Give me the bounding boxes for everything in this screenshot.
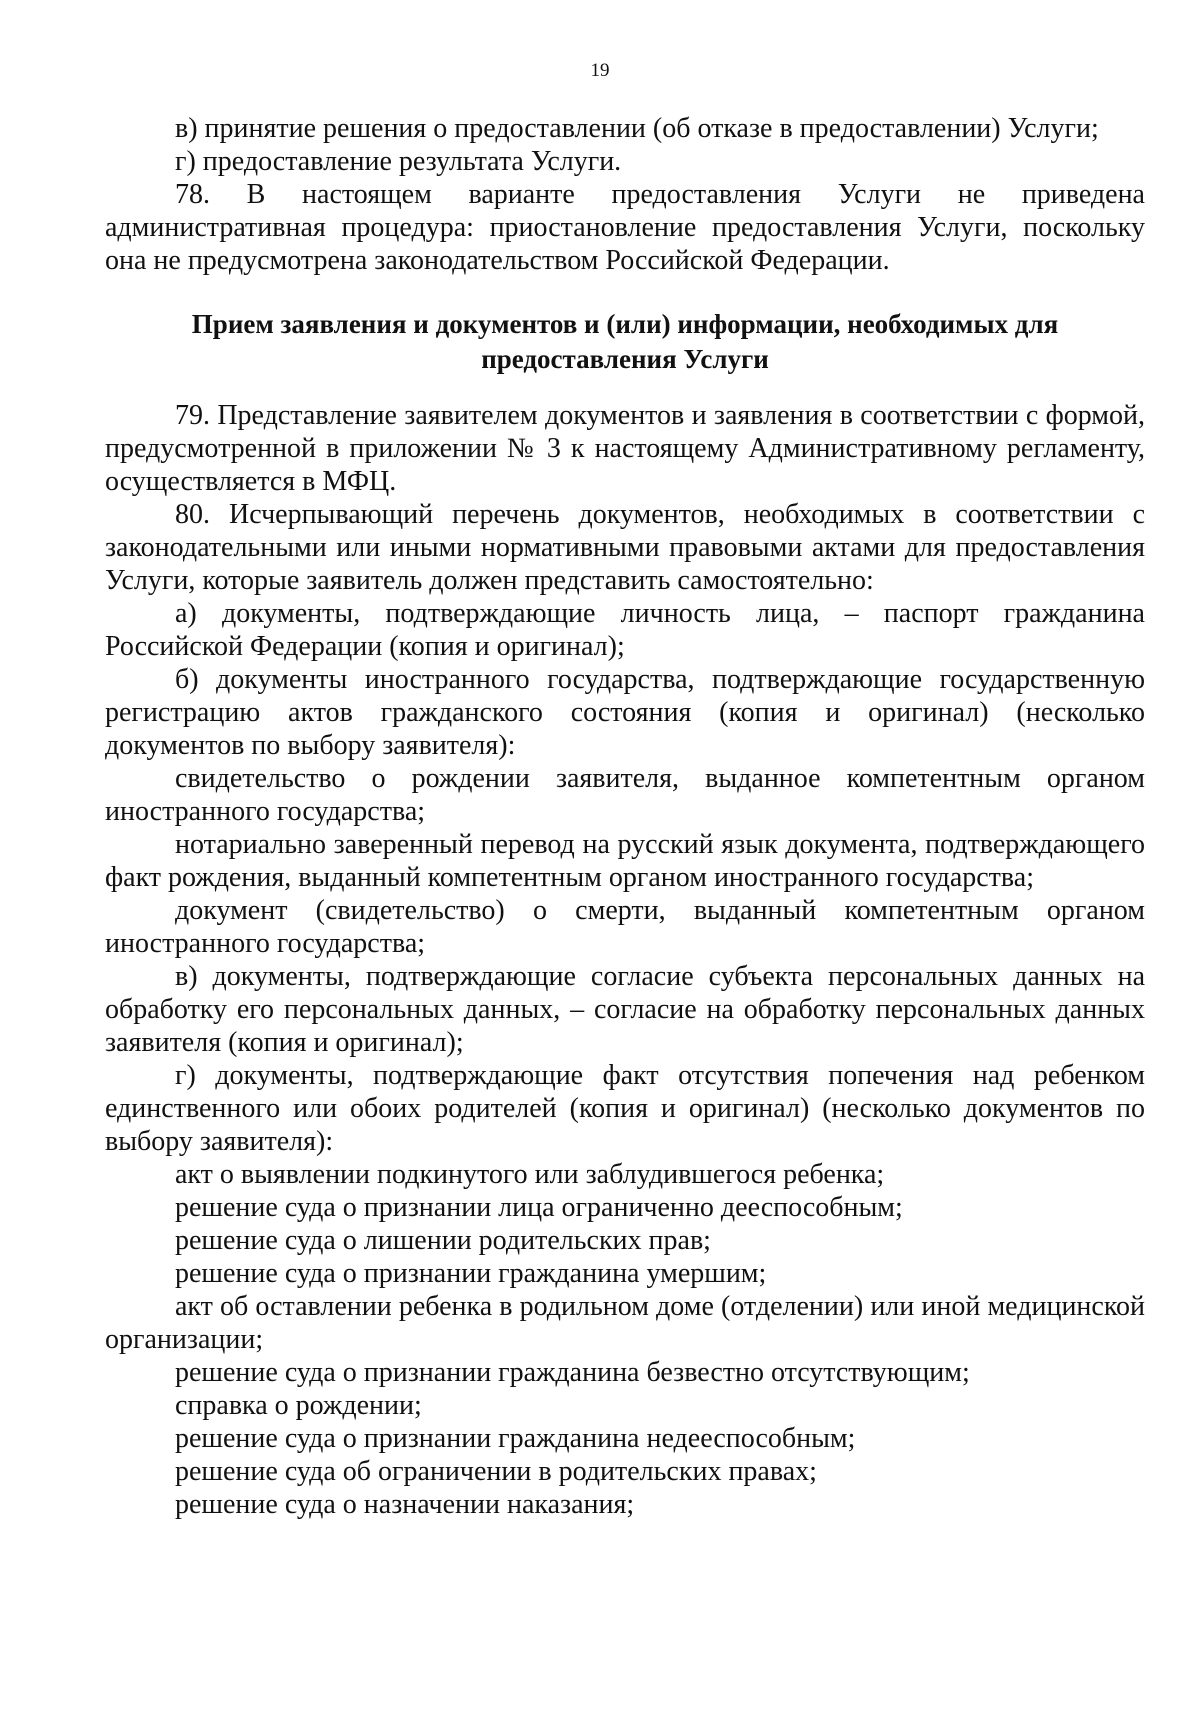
document-body [105, 112, 1145, 1521]
list-item: свидетельство о рождении заявителя, выданное компетентным органом иностранного государства; [105, 763, 1145, 827]
list-item: решение суда о признании лица ограниченно дееспособным; [175, 1192, 903, 1223]
list-item: нотариально заверенный перевод на русский язык документа, подтверждающего факт рождения, выданный компетентным органом иностранного государства; [105, 829, 1145, 893]
list-item: акт о выявлении подкинутого или заблудившегося ребенка; [175, 1159, 885, 1190]
paragraph-80-v: в) документы, подтверждающие согласие субъекта персональных данных на обработку его персональных данных, – согласие на обработку персональных данных заявителя (копия и оригинал); [105, 961, 1145, 1058]
list-item: справка о рождении; [175, 1390, 422, 1421]
paragraph-79: 79. Представление заявителем документов и заявления в соответствии с формой, предусмотренной в приложении № 3 к настоящему Административному регламенту, осуществляется в МФЦ. [105, 400, 1145, 497]
paragraph-top-1: в) принятие решения о предоставлении (об отказе в предоставлении) Услуги; [175, 113, 1099, 144]
paragraph-78: 78. В настоящем варианте предоставления Услуги не приведена административная процедура: приостановление предоставления Услуги, поскольку она не предусмотрена законодательством Российской Федерации. [105, 179, 1145, 276]
list-item: решение суда о признании гражданина недееспособным; [175, 1423, 856, 1454]
paragraph-80-g: г) документы, подтверждающие факт отсутствия попечения над ребенком единственного или обоих родителей (копия и оригинал) (несколько документов по выбору заявителя): [105, 1060, 1145, 1157]
paragraph-80-a: а) документы, подтверждающие личность лица, – паспорт гражданина Российской Федерации (копия и оригинал); [105, 598, 1145, 662]
paragraph-top-2: г) предоставление результата Услуги. [175, 146, 622, 177]
list-item: решение суда о признании гражданина умершим; [175, 1258, 767, 1289]
list-item: решение суда о назначении наказания; [175, 1489, 635, 1520]
list-item: документ (свидетельство) о смерти, выданный компетентным органом иностранного государства; [105, 895, 1145, 959]
section-heading: Прием заявления и документов и (или) информации, необходимых для предоставления Услуги [191, 309, 1059, 374]
list-item: акт об оставлении ребенка в родильном доме (отделении) или иной медицинской организации; [105, 1291, 1145, 1355]
list-item: решение суда о признании гражданина безвестно отсутствующим; [175, 1357, 970, 1388]
list-item: решение суда о лишении родительских прав; [175, 1225, 711, 1256]
paragraph-80-b: б) документы иностранного государства, подтверждающие государственную регистрацию актов гражданского состояния (копия и оригинал) (несколько документов по выбору заявителя): [105, 664, 1145, 761]
list-item: решение суда об ограничении в родительских правах; [175, 1456, 817, 1487]
paragraph-80: 80. Исчерпывающий перечень документов, необходимых в соответствии с законодательными или иными нормативными правовыми актами для предоставления Услуги, которые заявитель должен представить самостоятельно: [105, 499, 1145, 596]
page-number: 19 [590, 60, 610, 81]
